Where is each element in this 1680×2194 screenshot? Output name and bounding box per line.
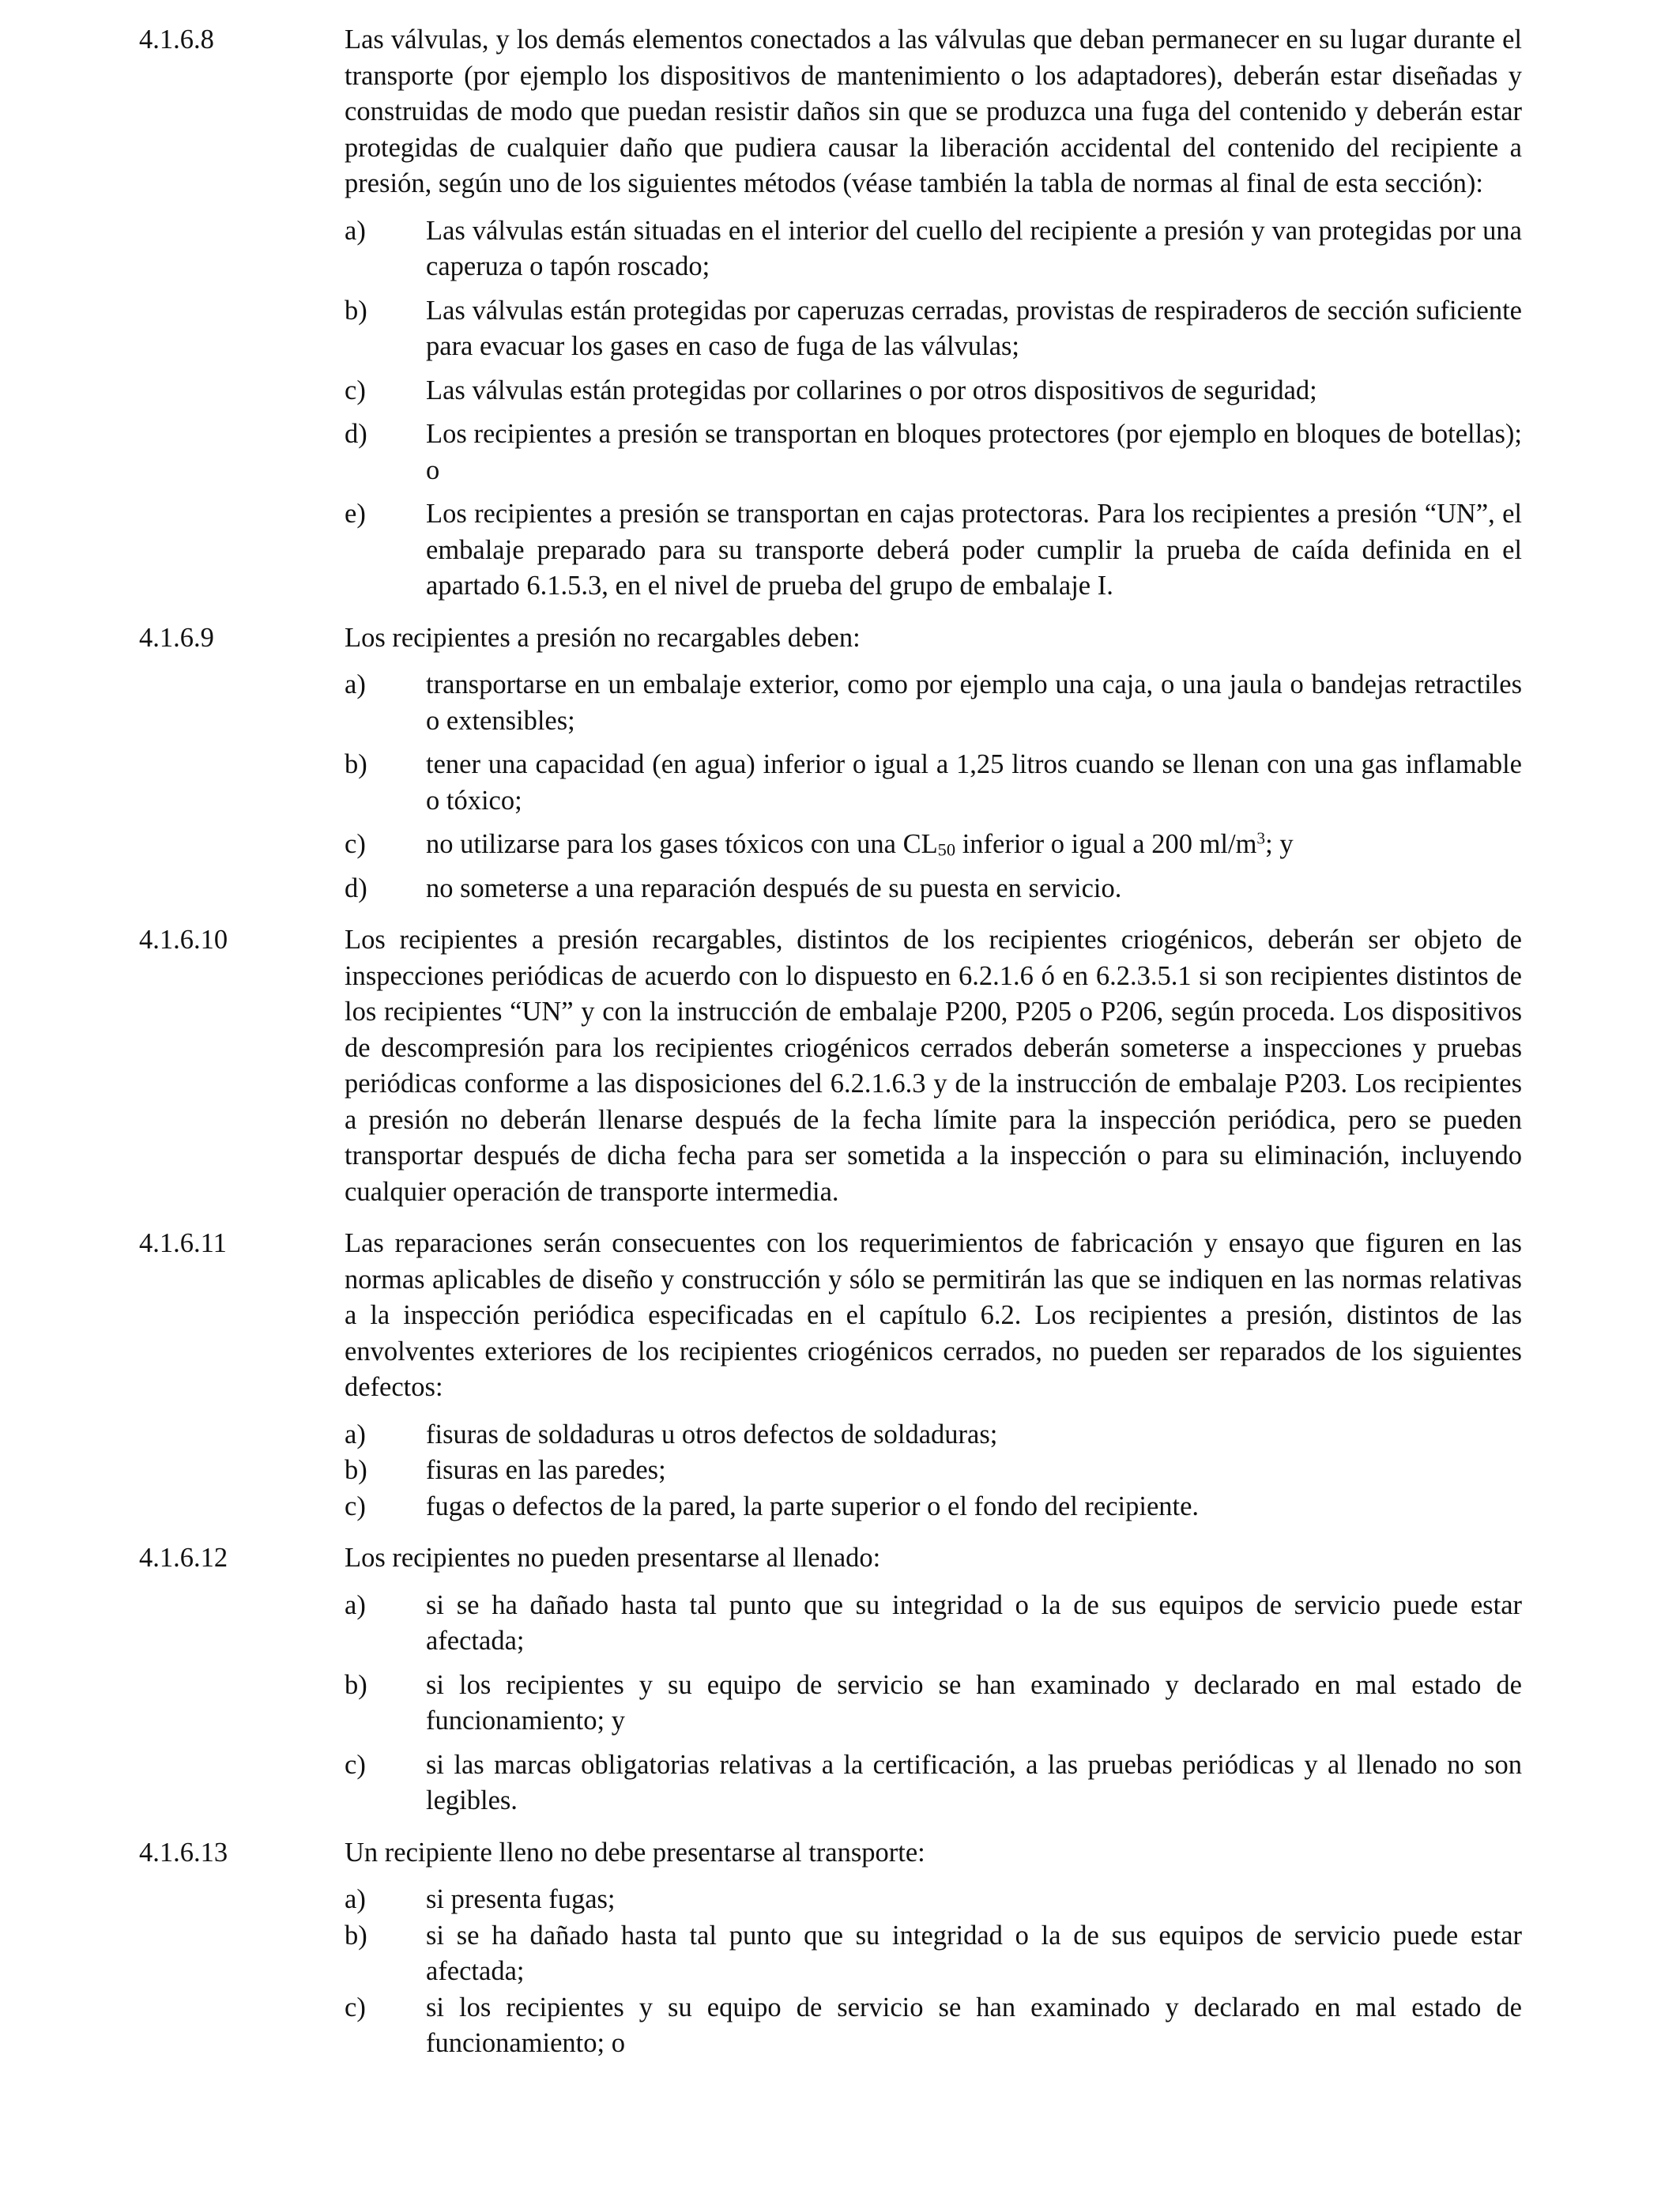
item-letter: b) — [345, 749, 367, 779]
superscript: 3 — [1256, 828, 1266, 848]
document-page — [139, 22, 1522, 2078]
list-item — [345, 293, 1522, 365]
list-item — [345, 1990, 1522, 2062]
section-number: 4.1.6.12 — [139, 1543, 228, 1573]
item-text: si se ha dañado hasta tal punto que su integridad o la de sus equipos de servicio puede estar afectada; — [426, 1589, 1522, 1656]
section-number: 4.1.6.9 — [139, 622, 214, 653]
list-item — [345, 1747, 1522, 1819]
list-item — [345, 1489, 1522, 1525]
item-letter: c) — [345, 829, 366, 859]
item-text: si los recipientes y su equipo de servicio se han examinado y declarado en mal estado de funcionamiento; o — [426, 1992, 1522, 2058]
section-4-1-6-8 — [139, 22, 1522, 605]
item-letter: a) — [345, 669, 366, 699]
item-text: si las marcas obligatorias relativas a la certificación, a las pruebas periódicas y al llenado no son legibles. — [426, 1749, 1522, 1815]
list-item — [345, 871, 1522, 907]
item-text: transportarse en un embalaje exterior, como por ejemplo una caja, o una jaula o bandejas retractiles o extensibles; — [426, 669, 1522, 736]
item-text: Los recipientes a presión se transportan en bloques protectores (por ejemplo en bloques de botellas); o — [426, 419, 1522, 485]
section-4-1-6-12 — [139, 1540, 1522, 1819]
item-text-part: no utilizarse para los gases tóxicos con una CL — [426, 829, 938, 859]
list-item — [345, 213, 1522, 285]
item-text: si se ha dañado hasta tal punto que su integridad o la de sus equipos de servicio puede estar afectada; — [426, 1920, 1522, 1986]
section-text: Las reparaciones serán consecuentes con los requerimientos de fabricación y ensayo que figuren en las normas aplicables de diseño y construcción y sólo se permitirán las que se indiquen en las normas relativas a la inspección periódica especificadas en el capítulo 6.2. Los recipientes a presión, distintos de las envolventes exteriores de los recipientes criogénicos cerrados, no pueden ser reparados de los siguientes defectos: — [345, 1228, 1522, 1402]
list-item — [345, 827, 1522, 863]
item-text: no someterse a una reparación después de su puesta en servicio. — [426, 873, 1122, 903]
section-text: Las válvulas, y los demás elementos conectados a las válvulas que deban permanecer en su lugar durante el transporte (por ejemplo los dispositivos de mantenimiento o los adaptadores), deberán estar diseñadas y construidas de modo que puedan resistir daños sin que se produzca una fuga del contenido y deberán estar protegidas de cualquier daño que pudiera causar la liberación accidental del contenido del recipiente a presión, según uno de los siguientes métodos (véase también la tabla de normas al final de esta sección): — [345, 25, 1522, 198]
section-text: Un recipiente lleno no debe presentarse al transporte: — [345, 1837, 925, 1868]
list-item — [345, 1882, 1522, 1918]
item-text — [426, 829, 1294, 859]
item-letter: d) — [345, 419, 367, 449]
item-letter: d) — [345, 873, 367, 903]
item-letter: c) — [345, 1749, 366, 1780]
list-item — [345, 667, 1522, 739]
item-letter: e) — [345, 499, 366, 529]
item-text-part: inferior o igual a 200 ml/m — [955, 829, 1257, 859]
subscript: 50 — [937, 839, 956, 860]
list-item — [345, 417, 1522, 488]
item-text: fisuras en las paredes; — [426, 1455, 666, 1485]
list-item — [345, 747, 1522, 819]
section-text: Los recipientes a presión no recargables deben: — [345, 622, 861, 653]
item-letter: a) — [345, 1589, 366, 1620]
item-text: Las válvulas están protegidas por collarines o por otros dispositivos de seguridad; — [426, 375, 1317, 405]
section-number: 4.1.6.11 — [139, 1228, 227, 1258]
section-number: 4.1.6.10 — [139, 925, 228, 955]
item-letter: b) — [345, 295, 367, 326]
section-text: Los recipientes a presión recargables, distintos de los recipientes criogénicos, deberán ser objeto de inspecciones periódicas de acuerdo con lo dispuesto en 6.2.1.6 ó en 6.2.3.5.1 si son recipientes distintos de los recipientes “UN” y con la instrucción de embalaje P200, P205 o P206, según proceda. Los dispositivos de descompresión para los recipientes criogénicos cerrados deberán someterse a inspecciones y pruebas periódicas conforme a las disposiciones del 6.2.1.6.3 y de la instrucción de embalaje P203. Los recipientes a presión no deberán llenarse después de la fecha límite para la inspección periódica, pero se pueden transportar después de dicha fecha para ser sometida a la inspección o para su eliminación, incluyendo cualquier operación de transporte intermedia. — [345, 925, 1522, 1207]
item-text: tener una capacidad (en agua) inferior o igual a 1,25 litros cuando se llenan con una gas inflamable o tóxico; — [426, 749, 1522, 816]
item-list — [345, 1417, 1522, 1525]
item-text: fugas o defectos de la pared, la parte superior o el fondo del recipiente. — [426, 1491, 1200, 1521]
item-letter: b) — [345, 1920, 367, 1951]
item-letter: b) — [345, 1669, 367, 1700]
item-letter: c) — [345, 375, 366, 405]
list-item — [345, 1588, 1522, 1660]
section-4-1-6-11 — [139, 1226, 1522, 1525]
section-4-1-6-9 — [139, 620, 1522, 907]
item-letter: a) — [345, 1884, 366, 1914]
item-letter: a) — [345, 1419, 366, 1449]
item-text: fisuras de soldaduras u otros defectos de soldaduras; — [426, 1419, 998, 1449]
item-letter: a) — [345, 215, 366, 246]
item-text-part: ; y — [1265, 829, 1294, 859]
item-list — [345, 213, 1522, 605]
list-item — [345, 373, 1522, 409]
section-4-1-6-13 — [139, 1835, 1522, 2062]
section-number: 4.1.6.13 — [139, 1837, 228, 1868]
section-number: 4.1.6.8 — [139, 25, 214, 55]
list-item — [345, 1417, 1522, 1453]
list-item — [345, 1918, 1522, 1990]
item-text: Los recipientes a presión se transportan en cajas protectoras. Para los recipientes a presión “UN”, el embalaje preparado para su transporte deberá poder cumplir la prueba de caída definida en el apartado 6.1.5.3, en el nivel de prueba del grupo de embalaje I. — [426, 499, 1522, 601]
item-text: Las válvulas están protegidas por caperuzas cerradas, provistas de respiraderos de sección suficiente para evacuar los gases en caso de fuga de las válvulas; — [426, 295, 1522, 361]
list-item — [345, 1453, 1522, 1489]
list-item — [345, 496, 1522, 605]
section-4-1-6-10 — [139, 922, 1522, 1210]
item-text: si presenta fugas; — [426, 1884, 616, 1914]
item-list — [345, 1882, 1522, 2062]
section-text: Los recipientes no pueden presentarse al llenado: — [345, 1543, 881, 1573]
item-text: Las válvulas están situadas en el interior del cuello del recipiente a presión y van protegidas por una caperuza o tapón roscado; — [426, 215, 1522, 281]
item-letter: b) — [345, 1455, 367, 1485]
item-letter: c) — [345, 1992, 366, 2022]
list-item — [345, 1668, 1522, 1740]
item-text: si los recipientes y su equipo de servicio se han examinado y declarado en mal estado de funcionamiento; y — [426, 1669, 1522, 1736]
item-letter: c) — [345, 1491, 366, 1521]
item-list — [345, 667, 1522, 907]
item-list — [345, 1588, 1522, 1819]
